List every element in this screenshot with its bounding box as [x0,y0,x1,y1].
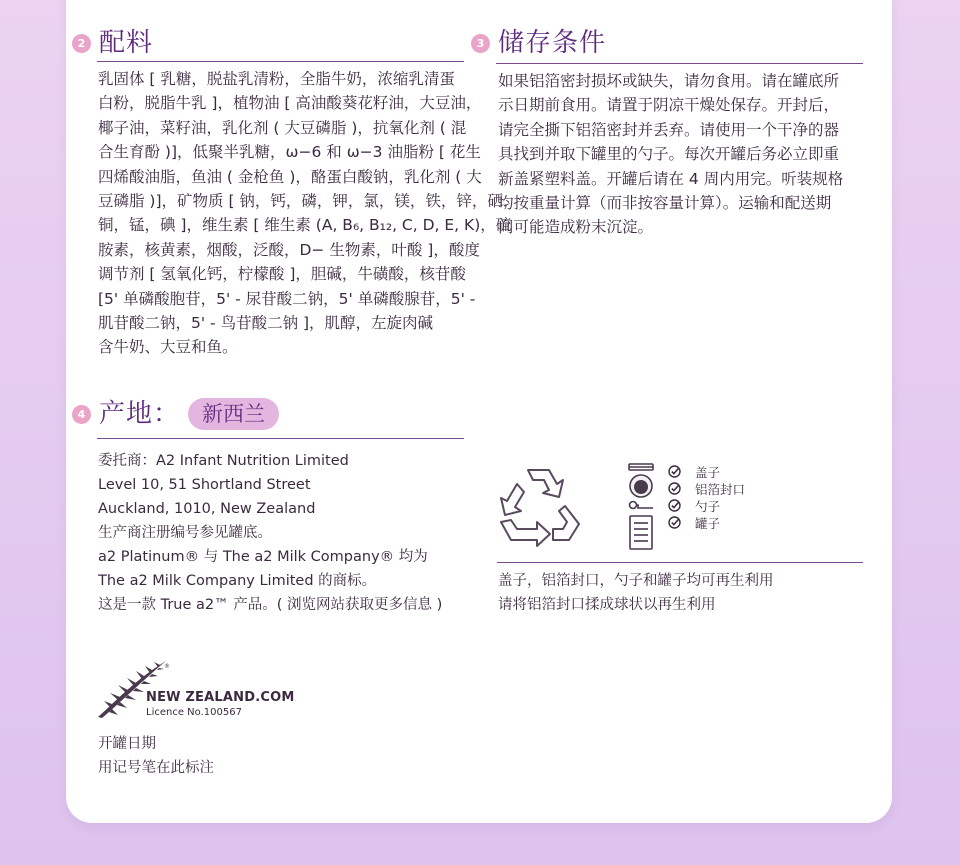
section-number-badge: 2 [72,34,91,53]
check-icon [668,499,681,512]
manufacturer-line: Level 10, 51 Shortland Street [98,477,311,493]
part-can [668,514,745,531]
storage-divider [496,63,863,64]
recycle-icon [497,464,583,548]
ingredients-line: 白粉，脱脂牛乳 ]，植物油 [ 高油酸葵花籽油，大豆油， [98,94,482,113]
recycling-line: 盖子，铝箔封口，勺子和罐子均可再生利用 [498,573,774,589]
manufacturer-line: 委托商：A2 Infant Nutrition Limited [98,453,349,469]
storage-heading [471,28,606,58]
manufacturer-line: 这是一款 True a2™ 产品。( 浏览网站获取更多信息 ) [98,597,443,613]
ingredients-line: 合生育酚 )]，低聚半乳糖，ω−6 和 ω−3 油脂粉 [ 花生 [98,143,481,162]
nz-licence: Licence No.100567 [146,707,242,718]
open-date-line: 用记号笔在此标注 [98,760,214,776]
origin-divider [97,438,464,439]
storage-line: 均按重量计算（而非按容量计算）。运输和配送期 [498,194,832,213]
ingredients-line: 肌苷酸二钠，5' - 鸟苷酸二钠 ]，肌醇，左旋肉碱 [98,314,434,333]
ingredients-heading [72,28,153,58]
origin-title: 产地： [99,399,181,429]
can-parts-icon [626,463,656,551]
part-foil-seal [668,480,745,497]
ingredients-line: 椰子油，菜籽油，乳化剂 ( 大豆磷脂 )，抗氧化剂 ( 混 [98,118,467,137]
recycling-text [498,569,774,617]
ingredients-line: 四烯酸油脂，鱼油 ( 金枪鱼 )，酪蛋白酸钠，乳化剂 ( 大 [98,167,482,186]
ingredients-divider [97,61,464,62]
ingredients-line: 乳固体 [ 乳糖，脱盐乳清粉，全脂牛奶，浓缩乳清蛋 [98,70,455,88]
ingredients-line: 铜，锰，碘 ]，维生素 [ 维生素 (A, B₆, B₁₂, C, D, E, K)，硫 [98,216,512,235]
storage-line: 新盖紧塑料盖。开罐后请在 4 周内用完。听装规格 [498,169,844,188]
ingredients-text [98,67,518,360]
open-date-note [98,732,214,780]
check-icon [668,516,681,529]
section-number-badge: 4 [72,405,91,424]
storage-line: 间可能造成粉末沉淀。 [498,218,654,237]
check-icon [668,482,681,495]
registered-mark: ® [164,663,170,670]
manufacturer-line: The a2 Milk Company Limited 的商标。 [98,573,377,589]
origin-heading [72,398,279,430]
open-date-line: 开罐日期 [98,736,156,752]
part-label: 罐子 [695,515,721,531]
origin-country-badge: 新西兰 [188,398,279,430]
recyclable-parts-list [668,463,745,531]
ingredients-line: 含牛奶、大豆和鱼。 [98,338,238,357]
recycling-line: 请将铝箔封口揉成球状以再生利用 [498,597,716,613]
ingredients-line: 调节剂 [ 氢氧化钙，柠檬酸 ]，胆碱，牛磺酸，核苷酸 [98,265,466,284]
part-label: 铝箔封口 [695,481,746,497]
ingredients-line: 胺素，核黄素，烟酸，泛酸，D− 生物素，叶酸 ]，酸度 [98,240,480,259]
storage-line: 如果铝箔密封损坏或缺失，请勿食用。请在罐底所 [498,72,840,90]
recycling-divider [497,562,863,563]
storage-line: 请完全撕下铝箔密封并丢弃。请使用一个干净的器 [498,120,840,139]
section-number-badge: 3 [471,34,490,53]
storage-title: 储存条件 [498,28,607,58]
ingredients-line: [5' 单磷酸胞苷，5' - 尿苷酸二钠，5' 单磷酸腺苷，5' - [98,289,476,308]
check-icon [668,465,681,478]
nz-brand: NEW ZEALAND.COM [146,690,295,705]
part-lid [668,463,745,480]
manufacturer-line: a2 Platinum® 与 The a2 Milk Company® 均为 [98,549,428,565]
storage-line: 示日期前食用。请置于阴凉干燥处保存。开封后， [498,96,840,115]
nz-logo-text [146,690,294,719]
part-scoop [668,497,745,514]
part-label: 勺子 [695,498,721,514]
ingredients-line: 豆磷脂 )]，矿物质 [ 钠，钙，磷，钾，氯，镁，铁，锌，硒， [98,192,519,211]
manufacturer-line: 生产商注册编号参见罐底。 [98,525,272,541]
ingredients-title: 配料 [99,28,154,58]
manufacturer-info [98,449,442,617]
storage-line: 具找到并取下罐里的勺子。每次开罐后务必立即重 [498,145,840,164]
manufacturer-line: Auckland, 1010, New Zealand [98,501,316,517]
part-label: 盖子 [695,464,721,480]
storage-text [498,69,843,240]
